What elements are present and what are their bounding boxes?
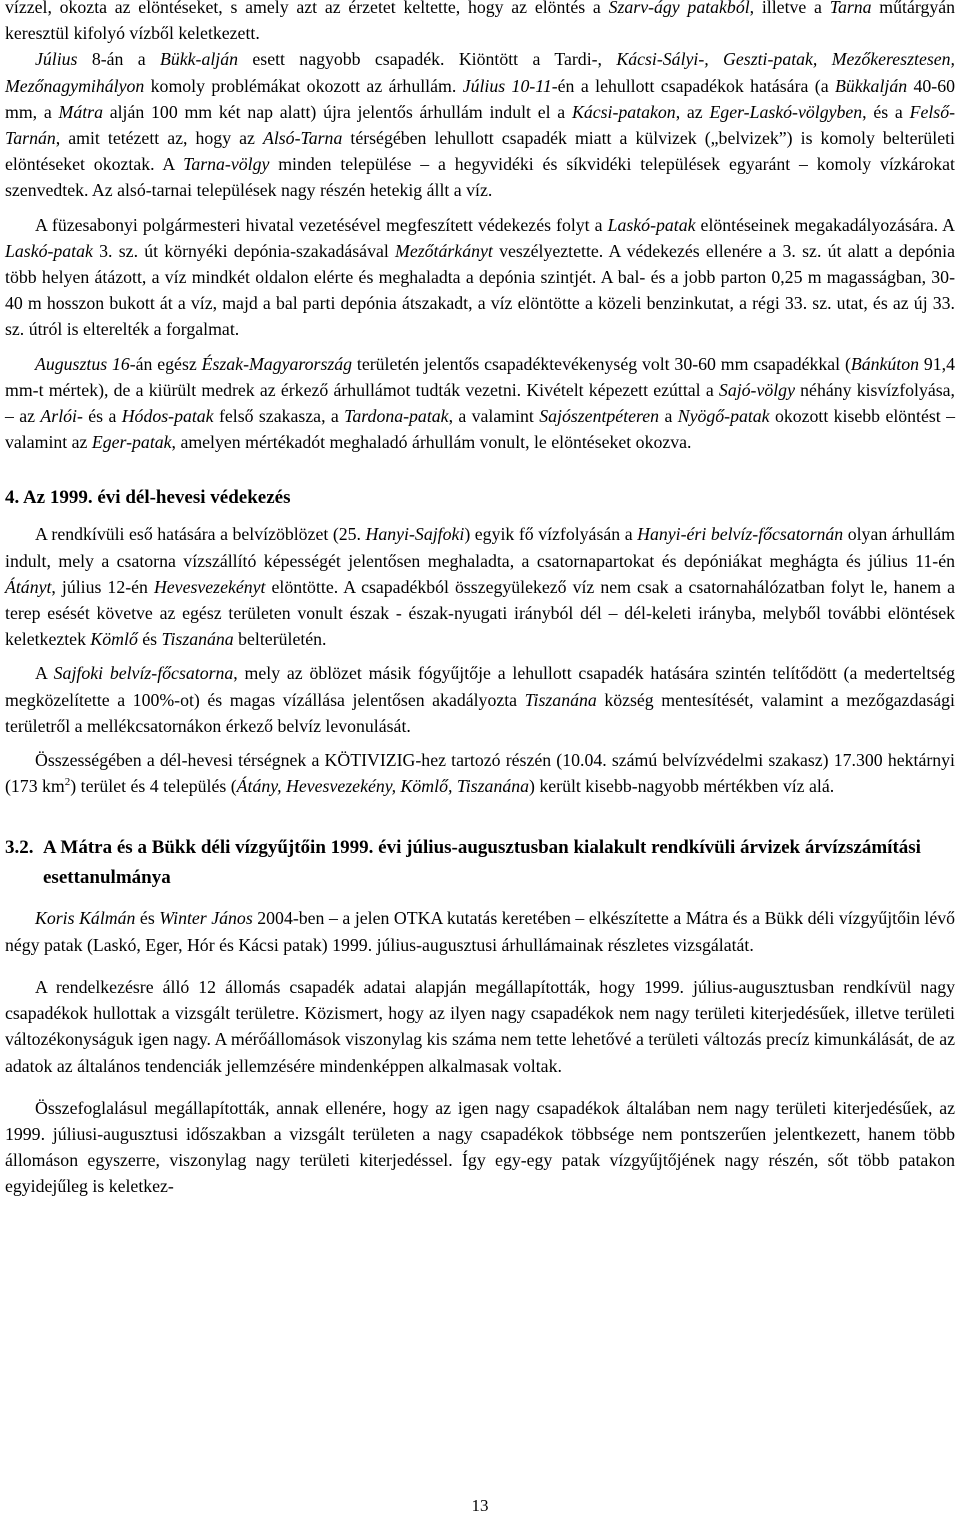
paragraph-august-16: Augusztus 16-án egész Észak-Magyarország területén jelentős csapadéktevékenység volt 30-60 mm csapadékkal (Bánkúton 91,4 mm-t mértek), de a kiürült medrek az érkező árhullámot tudták vezetni. Kivételt képezett ezúttal a Sajó-völgy néhány kisvízfolyása, – az Arlói- és a Hódos-patak felső szakasza, a Tardona-patak, a valamint Sajószentpéteren a Nyögő-patak okozott kisebb elöntést – valamint az Eger-patak, amelyen mértékadót meghaladó árhullám vonult, le elöntéseket okozva.	[5, 353, 956, 453]
section-heading-3-2: 3.2. A Mátra és a Bükk déli vízgyűjtőin 1999. évi július-augusztusban kialakult rendkívüli árvizek árvízszámítási esettanulmánya	[5, 837, 921, 889]
paragraph-summary-dhevesi: Összességében a dél-hevesi térségnek a KÖTIVIZIG-hez tartozó részén (10.04. számú belvízvédelmi szakasz) 17.300 hektárnyi (173 $km^2$) terület és 4 település (Átány, Hevesvezekény, Kömlő, Tiszanána) került kisebb-nagyobb mértékben víz alá.	[5, 750, 955, 797]
page-number: 13	[471, 1496, 489, 1515]
paragraph-fuzesabony-defense: A füzesabonyi polgármesteri hivatal vezetésével megfeszített védekezés folyt a Laskó-patak elöntéseinek megakadályozására. A Laskó-patak 3. sz. út környéki depónia-szakadásával Mezőtárkányt veszélyeztette. A védekezés ellenére a 3. sz. út alatt a depónia több helyen átázott, a víz mindkét oldalon elérte és meghaladta a depónia szintjét. A bal- és a jobb parton 0,25 m magasságban, 30-40 m hosszon bukott át a víz, majd a bal parti depónia átszakadt, a víz elöntötte a közeli benzinkutat, a régi 33. sz. utat, és az új 33. sz. útról is elterelték a forgalmat.	[5, 214, 955, 340]
section-heading-4: 4. Az 1999. évi dél-hevesi védekezés	[5, 487, 291, 509]
paragraph-intro: vízzel, okozta az elöntéseket, s amely azt az érzetet keltette, hogy az elöntés a Szarv-ágy patakból, illetve a Tarna műtárgyán keresztül kifolyó vízből keletkezett.	[5, 0, 956, 44]
paragraph-stations: A rendelkezésre álló 12 állomás csapadék adatai alapján megállapították, hogy 1999. július-augusztusban rendkívül nagy csapadékok hullottak a vizsgált területre. Közismert, hogy az ilyen nagy csapadékok nem nagy területi kiterjedésűek, illetve területi változékonyságuk igen nagy. A mérőállomások viszonylag kis száma nem tette lehetővé a területi változás precíz kimunkálását, de az adatok az általános tendenciák jellemzésére mindenképpen alkalmasak voltak.	[5, 976, 955, 1076]
paragraph-belviz-wave: A rendkívüli eső hatására a belvízöblözet (25. Hanyi-Sajfoki) egyik fő vízfolyásán a Hanyi-éri belvíz-főcsatornán olyan árhullám indult, mely a csatorna vízszállító képességét jelentősen meghaladta, a csatornapartokat és depóniákat meghágta és július 11-én Átányt, július 12-én Hevesvezekényt elöntötte. A csapadékból összegyülekező víz nem csak a csatornahálózatban folyt le, hanem a terep esését követve az egész területen vonult észak - észak-nyugati irányból dél – dél-keleti irányba, melyből további elöntések keletkeztek Kömlő és Tiszanána belterületén.	[5, 524, 955, 650]
paragraph-conclusion: Összefoglalásul megállapították, annak ellenére, hogy az igen nagy csapadékok általában nem nagy területi kiterjedésűek, az 1999. júliusi-augusztusi időszakban a vizsgált területen a nagy csapadékok többsége nem pontszerűen jelentkezett, hanem több állomáson egyszerre, viszonylag nagy területi kiterjedéssel. Így egy-egy patak vízgyűjtőjének nagy részén, sőt több patakon egyidejűleg is keletkez-	[5, 1097, 955, 1197]
paragraph-sajfoki-canal: A Sajfoki belvíz-főcsatorna, mely az öblözet másik fógyűjtője a lehullott csapadék hatására szintén telítődött (a mederteltség megközelítette a 100%-ot) és magas vízállása jelentősen akadályozta Tiszanána község mentesítését, valamint a mezőgazdasági területről a mellékcsatornákon érkező belvíz levonulását.	[5, 663, 955, 736]
document-page	[5, 0, 955, 1200]
paragraph-july-floods: Július 8-án a Bükk-alján esett nagyobb csapadék. Kiöntött a Tardi-, Kácsi-Sályi-, Geszti-patak, Mezőkeresztesen, Mezőnagymihályon komoly problémákat okozott az árhullám. Július 10-11-én a lehullott csapadékok hatására (a Bükkalján 40-60 mm, a Mátra alján 100 mm két nap alatt) újra jelentős árhullám indult el a Kácsi-patakon, az Eger-Laskó-völgyben, és a Felső-Tarnán, amit tetézett az, hogy az Alsó-Tarna térségében lehullott csapadék miatt a külvizek („belvizek”) is komoly belterületi elöntéseket okoztak. A Tarna-völgy minden települése – a hegyvidéki és síkvidéki települések egyaránt – komoly vízkárokat szenvedtek. Az alsó-tarnai települések nagy részén hetekig állt a víz.	[5, 49, 956, 201]
paragraph-koris-winter: Koris Kálmán és Winter János 2004-ben – a jelen OTKA kutatás keretében – elkészítette a Mátra és a Bükk déli vízgyűjtőin lévő négy patak (Laskó, Eger, Hór és Kácsi patak) 1999. július-augusztusi árhullámainak részletes vizsgálatát.	[5, 908, 955, 955]
